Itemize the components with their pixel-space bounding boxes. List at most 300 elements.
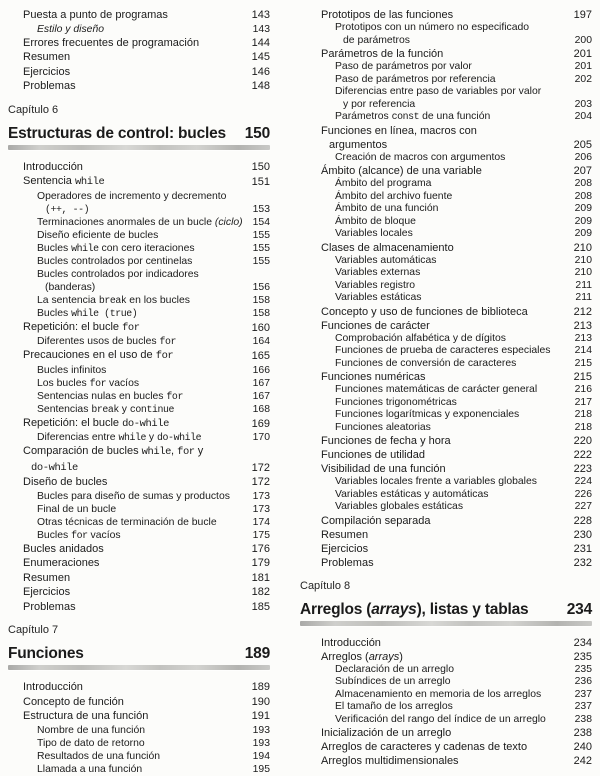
text-run: y	[146, 432, 158, 443]
toc-entry-title	[321, 434, 568, 448]
toc-entry-page-number: 156	[252, 281, 270, 293]
toc-entry-page-number: 238	[574, 713, 592, 725]
toc-entry-title	[37, 503, 247, 516]
toc-entry-page-number: 236	[574, 676, 592, 687]
toc-entry-page-number: 204	[574, 111, 592, 122]
toc-entry-title	[37, 307, 247, 320]
text-run: Funciones aleatorias	[335, 421, 431, 433]
toc-entry	[300, 542, 592, 556]
toc-entry-title	[335, 74, 569, 87]
text-run: Bucles	[37, 307, 72, 319]
toc-entry	[8, 335, 270, 348]
toc-entry-page-number: 153	[252, 203, 270, 215]
toc-column-left	[8, 8, 270, 776]
toc-entry-title	[23, 695, 246, 710]
text-run: y por referencia	[343, 98, 416, 110]
toc-entry-page-number: 209	[574, 228, 592, 239]
code-term: for	[122, 321, 140, 334]
toc-entry-title	[335, 664, 569, 677]
toc-entry-page-number: 185	[251, 600, 270, 613]
toc-entry	[8, 737, 270, 750]
toc-entry-page-number: 210	[574, 267, 592, 278]
toc-entry-title	[37, 763, 247, 776]
text-run: Puesta a punto de programas	[23, 9, 168, 21]
toc-entry	[8, 516, 270, 529]
toc-entry-page-number: 160	[251, 321, 270, 334]
toc-entry-page-number: 228	[573, 514, 592, 527]
text-run: Variables locales	[335, 228, 413, 239]
toc-entry	[300, 462, 592, 476]
text-run: Ámbito del archivo fuente	[335, 190, 453, 202]
text-run: Funciones en línea, macros con	[321, 124, 477, 137]
toc-entry-page-number: 242	[573, 755, 592, 767]
toc-entry	[8, 190, 270, 216]
toc-entry	[300, 384, 592, 397]
toc-entry-page-number: 224	[574, 476, 592, 487]
toc-entry	[8, 709, 270, 724]
text-run: Ámbito del programa	[335, 178, 432, 189]
text-run: Los bucles	[37, 377, 90, 389]
text-run: Problemas	[321, 556, 374, 569]
text-run: Tipo de dato de retorno	[37, 737, 145, 749]
code-term: for	[155, 350, 174, 362]
toc-entry-title	[321, 726, 568, 740]
toc-entry-page-number: 201	[574, 61, 592, 72]
text-run: Clases de almacenamiento	[321, 241, 454, 254]
text-run: Arreglos (	[321, 650, 369, 663]
text-run: Nombre de una función	[37, 724, 146, 736]
toc-entry	[8, 348, 270, 364]
toc-entry-title	[335, 280, 569, 293]
text-run: El tamaño de los arreglos	[335, 701, 453, 712]
code-term: const	[391, 111, 420, 122]
toc-entry-page-number: 218	[574, 409, 592, 420]
toc-entry	[8, 79, 270, 94]
text-run: Bucles controlados por centinelas	[37, 255, 193, 267]
toc-entry-title	[37, 737, 247, 750]
text-run: y	[194, 445, 204, 457]
text-run: Bucles para diseño de sumas y productos	[37, 490, 230, 502]
toc-entry	[300, 191, 592, 204]
text-run: Declaración de un arreglo	[335, 663, 454, 675]
toc-entry	[8, 724, 270, 737]
toc-entry-page-number: 167	[252, 390, 270, 402]
toc-entry-page-number: 208	[574, 178, 592, 189]
text-run: )	[399, 650, 403, 663]
toc-entry-page-number: 213	[574, 332, 592, 344]
toc-entry	[8, 23, 270, 36]
toc-column-right	[300, 8, 592, 776]
code-term: for	[71, 529, 88, 541]
toc-entry-page-number: 155	[252, 229, 270, 241]
toc-entry-page-number: 217	[574, 396, 592, 408]
toc-entry-title	[321, 241, 568, 255]
toc-entry-title	[23, 348, 246, 364]
toc-entry	[300, 714, 592, 727]
toc-entry	[300, 8, 592, 22]
toc-entry-title	[335, 22, 569, 47]
toc-entry-title	[37, 335, 247, 348]
code-term: continue	[129, 403, 175, 415]
toc-entry-title	[37, 403, 247, 416]
toc-entry-title	[335, 501, 569, 514]
toc-entry	[8, 255, 270, 268]
text-run: Ejercicios	[23, 586, 71, 598]
code-term: for	[177, 446, 195, 458]
toc-entry-page-number: 203	[574, 98, 592, 110]
toc-entry-page-number: 237	[574, 688, 592, 700]
toc-entry-page-number: 216	[574, 384, 592, 395]
toc-entry	[300, 292, 592, 305]
text-run: Errores frecuentes de programación	[23, 36, 200, 49]
code-term: for	[89, 377, 107, 389]
text-run: Funciones logarítmicas y exponenciales	[335, 409, 520, 420]
toc-entry	[8, 294, 270, 307]
code-term: while	[141, 446, 171, 458]
text-run: Otras técnicas de terminación de bucle	[37, 516, 217, 528]
toc-entry	[8, 307, 270, 320]
toc-entry-title	[335, 422, 569, 435]
text-run: (banderas)	[45, 281, 96, 293]
toc-entry-title	[335, 255, 569, 268]
toc-entry-page-number: 240	[573, 741, 592, 753]
code-term: break	[98, 294, 127, 306]
text-run: Precauciones en el uso de	[23, 349, 156, 361]
text-run: y	[118, 403, 130, 415]
text-run: Diferentes usos de bucles	[37, 336, 160, 347]
text-run: Funciones de fecha y hora	[321, 435, 451, 447]
toc-entry-title	[23, 475, 246, 490]
toc-entry	[300, 241, 592, 255]
toc-entry	[8, 36, 270, 51]
text-run: (ciclo)	[214, 216, 243, 228]
toc-entry-page-number: 170	[252, 432, 270, 443]
toc-entries	[8, 160, 270, 615]
toc-entry-title	[37, 529, 247, 542]
text-run: de una función	[419, 111, 491, 122]
toc-entry-title	[37, 229, 247, 242]
chapter-block	[300, 580, 592, 626]
toc-entries	[300, 636, 592, 769]
toc-entry-page-number: 146	[251, 65, 270, 78]
toc-entry-page-number: 235	[573, 650, 592, 663]
toc-entry-page-number: 190	[251, 695, 270, 708]
toc-entry	[8, 242, 270, 255]
toc-entry-page-number: 166	[252, 364, 270, 376]
text-run: Arreglos de caracteres y cadenas de texto	[321, 741, 528, 753]
toc-entry	[300, 409, 592, 422]
text-run: Repetición: el bucle	[23, 416, 123, 429]
toc-entry-page-number: 173	[252, 490, 270, 502]
toc-entry-title	[321, 514, 568, 528]
toc-entry	[300, 701, 592, 714]
code-term: while	[118, 432, 147, 443]
text-run: Bucles infinitos	[37, 364, 107, 376]
chapter-label: Capítulo 8	[300, 579, 351, 592]
text-run: Resumen	[23, 51, 71, 63]
toc-entry-title	[321, 556, 568, 570]
toc-entry-page-number: 202	[574, 73, 592, 85]
toc-entry-page-number: 211	[575, 279, 592, 291]
text-run: Introducción	[23, 160, 83, 173]
toc-entry-title	[37, 268, 247, 294]
text-run: Terminaciones anormales de un bucle	[37, 216, 215, 228]
toc-entry-title	[335, 476, 569, 489]
toc-entry	[8, 763, 270, 776]
text-run: en los bucles	[126, 294, 190, 306]
chapter-rule	[300, 621, 592, 626]
toc-entry-page-number: 168	[252, 403, 270, 415]
toc-entry-page-number: 210	[573, 241, 592, 254]
toc-entry-page-number: 189	[251, 681, 270, 693]
text-run: Comprobación alfabética y de dígitos	[335, 332, 506, 344]
toc-entry	[8, 475, 270, 490]
toc-entry-title	[321, 164, 568, 178]
chapter-page-number: 189	[244, 645, 270, 662]
toc-entry	[300, 47, 592, 61]
toc-entry-title	[23, 36, 246, 51]
toc-entry-title	[335, 178, 569, 191]
text-run: Variables estáticas	[335, 292, 422, 303]
toc-entry-title	[23, 320, 246, 336]
chapter-title	[8, 644, 237, 663]
text-run: Funciones de conversión de caracteres	[335, 357, 517, 369]
toc-entry-title	[335, 714, 569, 727]
text-run: Resumen	[321, 528, 369, 541]
toc-entry-page-number: 165	[251, 350, 270, 362]
toc-entry-title	[321, 528, 568, 542]
toc-entry-title	[321, 319, 568, 333]
toc-entry-page-number: 223	[573, 463, 592, 475]
text-run: Creación de macros con argumentos	[335, 151, 506, 163]
toc-entry-title	[37, 190, 247, 216]
toc-entry	[8, 750, 270, 763]
toc-entry-page-number: 148	[251, 80, 270, 92]
toc-entry-page-number: 227	[574, 501, 592, 512]
toc-entry	[300, 434, 592, 448]
toc-entry	[300, 422, 592, 435]
toc-entry-page-number: 214	[574, 345, 592, 356]
toc-entry	[8, 416, 270, 432]
toc-entry-page-number: 143	[252, 23, 270, 35]
toc-entry	[8, 695, 270, 710]
text-run: Sentencias nulas en bucles	[37, 390, 167, 402]
text-run: Bucles anidados	[23, 542, 104, 555]
text-run: ), listas y tablas	[416, 600, 529, 618]
toc-entry-title	[23, 571, 246, 586]
toc-entry	[300, 74, 592, 87]
text-run: Bucles	[37, 242, 72, 254]
text-run: Repetición: el bucle	[23, 320, 123, 333]
toc-entry-title	[37, 431, 247, 444]
toc-entry-title	[23, 585, 246, 600]
toc-entry	[300, 305, 592, 319]
toc-entry-title	[335, 384, 569, 397]
chapter-label: Capítulo 6	[8, 103, 59, 116]
toc-entry-title	[23, 160, 246, 175]
toc-entry	[300, 164, 592, 178]
text-run: Diseño eficiente de bucles	[37, 229, 159, 241]
toc-entry-title	[335, 689, 569, 702]
text-run: Ejercicios	[23, 65, 71, 78]
toc-entry	[300, 280, 592, 293]
toc-entry	[300, 203, 592, 216]
toc-entry	[300, 489, 592, 502]
chapter-title	[300, 600, 559, 619]
toc-entry-title	[37, 516, 247, 529]
code-term: while (true)	[71, 307, 138, 319]
toc-entry-title	[321, 636, 568, 650]
toc-entry-title	[335, 228, 569, 241]
toc-entry	[300, 556, 592, 570]
toc-entry	[300, 319, 592, 333]
toc-entry	[300, 754, 592, 768]
text-run: Verificación del rango del índice de un arreglo	[335, 713, 546, 725]
toc-entry-page-number: 182	[251, 586, 270, 598]
text-run: Arreglos (	[300, 600, 372, 618]
toc-entry-page-number: 155	[252, 242, 270, 254]
toc-entry-title	[23, 79, 246, 94]
text-run: Subíndices de un arreglo	[335, 676, 451, 687]
chapter-page-number: 234	[566, 600, 592, 618]
toc-entry-page-number: 208	[574, 190, 592, 202]
text-run: Funciones de prueba de caracteres especiales	[335, 345, 551, 356]
text-run: Variables registro	[335, 279, 416, 291]
toc-entry-page-number: 218	[574, 421, 592, 433]
toc-entry-page-number: 176	[251, 542, 270, 555]
toc-entry-title	[335, 216, 569, 229]
toc-entry-title	[321, 370, 568, 384]
toc-entry-page-number: 179	[251, 557, 270, 569]
toc-entry	[300, 689, 592, 702]
text-run: Diferencias entre paso de variables por valor	[335, 86, 542, 97]
chapter-block	[8, 104, 270, 150]
toc-entry-page-number: 200	[574, 34, 592, 46]
toc-entry-page-number: 238	[573, 727, 592, 739]
code-term: while	[74, 176, 105, 188]
toc-entry-title	[335, 61, 569, 74]
toc-entry-title	[321, 124, 568, 152]
toc-entry	[300, 152, 592, 165]
text-run: arrays	[368, 650, 400, 663]
toc-entry-page-number: 209	[574, 215, 592, 227]
toc-entry	[8, 556, 270, 571]
text-run: Variables automáticas	[335, 254, 437, 266]
toc-entry-title	[23, 50, 246, 65]
toc-entry	[8, 600, 270, 615]
chapter-title	[8, 124, 237, 143]
toc-entry	[300, 358, 592, 371]
toc-entry	[300, 636, 592, 650]
toc-entry-page-number: 194	[252, 750, 270, 762]
toc-entry-page-number: 209	[574, 203, 592, 214]
chapter-heading	[8, 644, 270, 663]
toc-entry-page-number: 164	[252, 336, 270, 347]
text-run: Final de un bucle	[37, 503, 117, 515]
toc-entry-page-number: 207	[573, 165, 592, 177]
toc-entry	[8, 680, 270, 695]
text-run: arrays	[371, 600, 417, 618]
toc-entry-page-number: 169	[251, 417, 270, 430]
toc-entry-page-number: 193	[252, 724, 270, 736]
toc-entry	[300, 255, 592, 268]
toc-entry-page-number: 191	[251, 710, 270, 722]
code-term: for	[166, 390, 183, 402]
toc-entries	[300, 8, 592, 570]
text-run: Arreglos multidimensionales	[321, 755, 459, 767]
text-run: Problemas	[23, 600, 76, 613]
toc-entry-page-number: 154	[252, 216, 270, 228]
toc-entry	[300, 124, 592, 152]
toc-entry	[300, 61, 592, 74]
toc-entry-title	[23, 556, 246, 571]
chapter-heading	[300, 600, 592, 619]
toc-entry-page-number: 232	[573, 556, 592, 569]
toc-entry	[300, 216, 592, 229]
text-run: Bucles	[37, 529, 72, 541]
text-run: Parámetros de la función	[321, 48, 444, 60]
toc-entry	[300, 370, 592, 384]
toc-entry	[300, 676, 592, 689]
toc-entry-title	[37, 255, 247, 268]
toc-entry-title	[23, 416, 246, 432]
text-run: Problemas	[23, 80, 76, 92]
text-run: Paso de parámetros por valor	[335, 61, 472, 72]
toc-entry-page-number: 211	[575, 292, 592, 303]
toc-entry	[8, 8, 270, 23]
toc-entry-page-number: 237	[574, 701, 592, 712]
toc-entry	[8, 431, 270, 444]
code-term: do-while	[122, 417, 169, 430]
toc-entry	[8, 503, 270, 516]
toc-entry-title	[321, 448, 568, 462]
toc-entry-page-number: 215	[573, 371, 592, 383]
text-run: Variables locales frente a variables globales	[335, 476, 537, 487]
text-run: Introducción	[321, 636, 381, 649]
text-run: Funciones matemáticas de carácter general	[335, 384, 538, 395]
toc-entry	[8, 529, 270, 542]
text-run: Parámetros	[335, 111, 392, 122]
toc-entry-title	[321, 740, 568, 754]
text-run: Funciones	[8, 645, 84, 662]
toc-entry-title	[335, 152, 569, 165]
toc-entry-title	[23, 542, 246, 557]
toc-entry-page-number: 215	[574, 357, 592, 369]
code-term: do-while	[157, 432, 202, 443]
toc-entry-title	[23, 444, 246, 475]
toc-entry-title	[37, 390, 247, 403]
text-run: vacíos	[87, 529, 121, 541]
toc-entry	[300, 726, 592, 740]
text-run: Llamada a una función	[37, 763, 143, 775]
text-run: Funciones de carácter	[321, 319, 430, 332]
toc-entry-page-number: 201	[573, 48, 592, 60]
text-run: Resumen	[23, 571, 71, 584]
text-run: Almacenamiento en memoria de los arreglos	[335, 688, 542, 700]
toc-entry	[300, 178, 592, 191]
toc-entry-title	[37, 216, 247, 229]
toc-entry	[300, 740, 592, 754]
toc-entry-page-number: 181	[251, 571, 270, 584]
text-run: Concepto y uso de funciones de biblioteca	[321, 305, 528, 318]
toc-entries	[8, 680, 270, 776]
toc-entry-title	[335, 292, 569, 305]
toc-entry-title	[335, 111, 569, 124]
text-run: Operadores de incremento y decremento	[37, 190, 227, 202]
code-term: break	[91, 403, 119, 415]
toc-entry-title	[23, 174, 246, 190]
text-run: Resultados de una función	[37, 750, 161, 762]
